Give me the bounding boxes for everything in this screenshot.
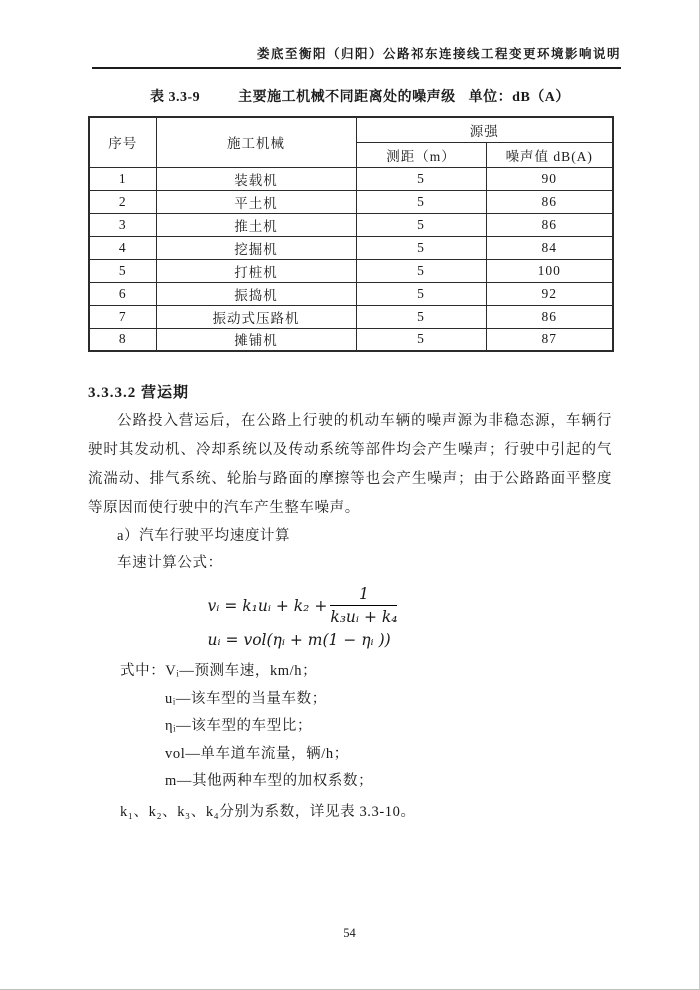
table-cell: 100 [486, 259, 613, 282]
definition-line: ηᵢ—该车型的车型比； [165, 718, 313, 734]
formula-volume: uᵢ = vol(ηᵢ + m(1 − ηᵢ )) [207, 631, 391, 649]
table-row [89, 328, 613, 351]
formula-speed [208, 585, 398, 626]
definition-line: vol—单车道车流量，辆/h； [165, 745, 349, 762]
table-row [89, 305, 613, 328]
table-caption-label: 表 3.3-9 [150, 90, 201, 105]
table-cell: 挖掘机 [156, 236, 356, 259]
table-cell: 86 [486, 305, 613, 328]
table-cell: 5 [356, 213, 486, 236]
col-header-source: 源强 [356, 117, 613, 142]
table-cell: 5 [356, 236, 486, 259]
table-header-row-1 [89, 117, 613, 142]
table-caption-unit: 单位：dB（A） [468, 90, 570, 105]
table-cell: 86 [486, 213, 613, 236]
formula-fraction [330, 585, 397, 626]
table-cell: 振捣机 [156, 282, 356, 305]
table-caption [88, 86, 612, 106]
running-header-text: 娄底至衡阳（归阳）公路祁东连接线工程变更环境影响说明 [256, 47, 621, 61]
table-row [89, 259, 613, 282]
table-row [89, 282, 613, 305]
table-row [89, 190, 613, 213]
definition-line: m—其他两种车型的加权系数； [165, 773, 374, 789]
table-cell: 5 [356, 282, 486, 305]
table-cell: 5 [356, 305, 486, 328]
item-a-line: a）汽车行驶平均速度计算 [117, 528, 291, 544]
table-cell: 4 [89, 236, 156, 259]
table-cell: 5 [356, 259, 486, 282]
col-header-machine: 施工机械 [156, 117, 356, 167]
table-cell: 装载机 [156, 167, 356, 190]
table-cell: 振动式压路机 [156, 305, 356, 328]
table-cell: 推土机 [156, 213, 356, 236]
noise-table [88, 116, 614, 352]
noise-table-body [89, 117, 613, 351]
table-row [89, 236, 613, 259]
variable-definitions [88, 658, 612, 826]
table-cell: 87 [486, 328, 613, 351]
table-caption-title: 主要施工机械不同距离处的噪声级 [238, 90, 456, 105]
table-cell: 7 [89, 305, 156, 328]
col-header-distance: 测距（m） [356, 142, 486, 167]
table-cell: 5 [356, 167, 486, 190]
section-heading: 3.3.3.2 营运期 [88, 385, 190, 401]
table-cell: 5 [89, 259, 156, 282]
table-cell: 86 [486, 190, 613, 213]
fraction-denominator: k₃uᵢ + k₄ [330, 608, 398, 626]
table-cell: 6 [89, 282, 156, 305]
table-cell: 84 [486, 236, 613, 259]
formula-block [88, 585, 612, 650]
table-cell: 5 [356, 190, 486, 213]
table-cell: 3 [89, 213, 156, 236]
table-row [89, 167, 613, 190]
table-cell: 平土机 [156, 190, 356, 213]
table-cell: 打桩机 [156, 259, 356, 282]
table-cell: 摊铺机 [156, 328, 356, 351]
table-row [89, 213, 613, 236]
page-number: 54 [343, 926, 356, 940]
definition-line: uᵢ—该车型的当量车数； [165, 690, 327, 707]
page-content [88, 86, 612, 826]
table-cell: 8 [89, 328, 156, 351]
body-paragraph: 公路投入营运后，在公路上行驶的机动车辆的噪声源为非稳态源，车辆行驶时其发动机、冷却系统以及传动系统等部件均会产生噪声；行驶中引起的气流湍动、排气系统、轮胎与路面的摩擦等也会产生噪声；由于公路路面平整度等原因而使行驶中的汽车产生整车噪声。 [88, 413, 612, 516]
table-cell: 1 [89, 167, 156, 190]
table-cell: 92 [486, 282, 613, 305]
coefficients-note: k₁、k₂、k₃、k₄分别为系数，详见表 3.3-10。 [120, 803, 416, 820]
definition-line: 式中：Vᵢ—预测车速，km/h； [120, 663, 318, 679]
table-cell: 90 [486, 167, 613, 190]
col-header-noise: 噪声值 dB(A) [486, 142, 613, 167]
formula-speed-left: vᵢ = k₁uᵢ + k₂ + [207, 596, 328, 615]
table-cell: 5 [356, 328, 486, 351]
running-header [92, 44, 621, 69]
fraction-numerator: 1 [330, 585, 397, 606]
col-header-index: 序号 [89, 117, 156, 167]
formula-intro-line: 车速计算公式： [117, 555, 223, 571]
table-cell: 2 [89, 190, 156, 213]
